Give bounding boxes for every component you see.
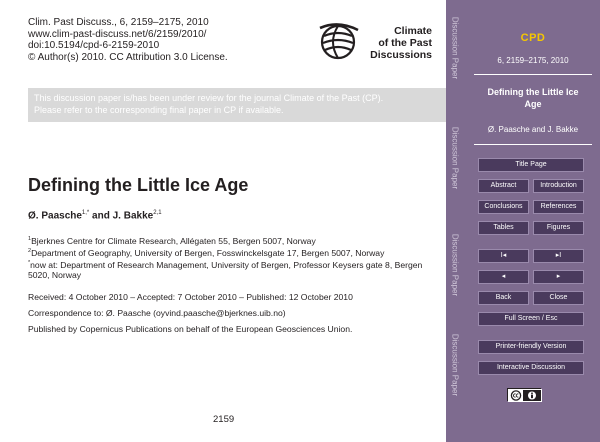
journal-logo-text: [370, 25, 432, 61]
interactive-discussion-button[interactable]: Interactive Discussion: [478, 361, 584, 375]
author-affiliation-mark: 1,*: [81, 210, 90, 216]
author-list: [28, 210, 162, 221]
author-conjunction: and: [92, 210, 110, 222]
figures-button[interactable]: Figures: [533, 221, 584, 235]
citation-line: Clim. Past Discuss., 6, 2159–2175, 2010: [28, 17, 209, 28]
tables-button[interactable]: Tables: [478, 221, 529, 235]
affiliation-mark: 1: [28, 236, 32, 242]
vertical-label: Discussion Paper: [450, 233, 460, 297]
sidebar-divider: [474, 74, 592, 75]
journal-logo: [318, 22, 436, 62]
review-notice-line-1: This discussion paper is/has been under review for the journal Climate of the Past (CP).: [34, 93, 384, 103]
last-page-button[interactable]: ▸I: [533, 249, 584, 263]
introduction-button[interactable]: Introduction: [533, 179, 584, 193]
discussion-paper-labels: [446, 0, 464, 442]
previous-page-button[interactable]: ◂: [478, 270, 529, 284]
logo-line-3: Discussions: [370, 49, 432, 61]
affiliation-item: [28, 258, 436, 280]
back-button[interactable]: Back: [478, 291, 529, 305]
creative-commons-icon: [508, 389, 542, 402]
affiliation-item: [28, 234, 436, 246]
sidebar-title: Defining the Little Ice Age: [487, 87, 579, 109]
next-page-button[interactable]: ▸: [533, 270, 584, 284]
printer-friendly-button[interactable]: Printer-friendly Version: [478, 340, 584, 354]
publication-dates: Received: 4 October 2010 – Accepted: 7 October 2010 – Published: 12 October 2010: [28, 292, 353, 302]
affiliation-text: now at: Department of Research Management, University of Bergen, Professor Keysers gate 8, Bergen 5020, Norway: [28, 260, 423, 281]
affiliation-list: [28, 234, 436, 281]
page-number: 2159: [213, 414, 235, 425]
paper-title: Defining the Little Ice Age: [28, 175, 249, 195]
cc-license-badge[interactable]: [507, 388, 541, 401]
correspondence-line[interactable]: Correspondence to: Ø. Paasche (oyvind.paasche@bjerknes.uib.no): [28, 308, 286, 318]
journal-url-link[interactable]: www.clim-past-discuss.net/6/2159/2010/: [28, 28, 207, 40]
fullscreen-button[interactable]: Full Screen / Esc: [478, 312, 584, 326]
vertical-label: Discussion Paper: [450, 333, 460, 397]
author-name: J. Bakke: [112, 210, 154, 222]
publisher-line: Published by Copernicus Publications on behalf of the European Geosciences Union.: [28, 324, 353, 334]
sidebar-citation: 6, 2159–2175, 2010: [497, 56, 569, 65]
review-notice: [28, 88, 446, 122]
sidebar-authors: Ø. Paasche and J. Bakke: [487, 125, 579, 134]
citation-block: [28, 17, 228, 63]
close-button[interactable]: Close: [533, 291, 584, 305]
abstract-button[interactable]: Abstract: [478, 179, 529, 193]
logo-line-1: Climate: [394, 25, 432, 37]
sidebar-journal: CPD: [520, 32, 546, 44]
review-notice-line-2: Please refer to the corresponding final paper in CP if available.: [34, 105, 284, 115]
vertical-label: Discussion Paper: [450, 126, 460, 190]
affiliation-mark: *: [28, 260, 31, 267]
conclusions-button[interactable]: Conclusions: [478, 200, 529, 214]
doi-line: doi:10.5194/cpd-6-2159-2010: [28, 40, 160, 52]
sidebar-divider: [474, 144, 592, 145]
affiliation-text: Department of Geography, University of Bergen, Fosswinckelsgate 17, Bergen 5007, Norway: [31, 248, 385, 259]
license-line: © Author(s) 2010. CC Attribution 3.0 License.: [28, 51, 228, 63]
affiliation-mark: 2: [28, 248, 32, 255]
author-affiliation-mark: 2,1: [153, 210, 162, 216]
first-page-button[interactable]: I◂: [478, 249, 529, 263]
author-name: Ø. Paasche: [28, 210, 82, 222]
affiliation-item: [28, 246, 436, 258]
vertical-label: Discussion Paper: [450, 16, 460, 80]
globe-icon: [318, 22, 362, 62]
logo-line-2: of the Past: [378, 37, 432, 49]
affiliation-text: Bjerknes Centre for Climate Research, Allégaten 55, Bergen 5007, Norway: [31, 235, 316, 246]
title-page-button[interactable]: Title Page: [478, 158, 584, 172]
references-button[interactable]: References: [533, 200, 584, 214]
